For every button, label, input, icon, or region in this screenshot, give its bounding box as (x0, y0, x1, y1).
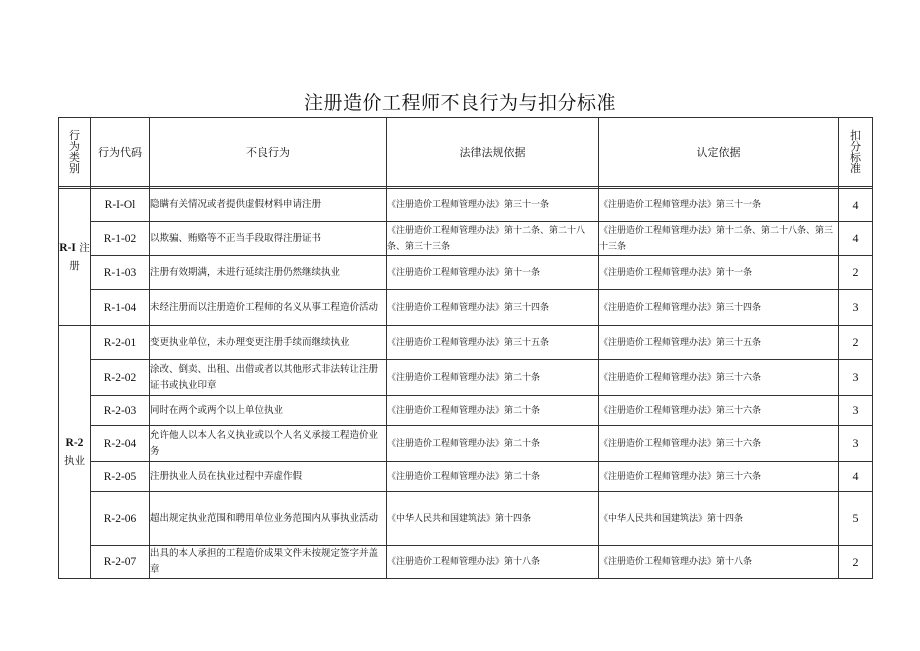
row-behavior: 变更执业单位，未办理变更注册手续而继续执业 (150, 326, 387, 360)
row-behavior: 注册执业人员在执业过程中弄虚作假 (150, 462, 387, 492)
row-basis: 《中华人民共和国建筑法》第十四条 (599, 492, 839, 546)
category-name-rest: 册 (69, 260, 80, 272)
table-row (59, 396, 873, 426)
row-basis: 《注册造价工程师管理办法》第三十一条 (599, 189, 839, 222)
row-basis: 《注册造价工程师管理办法》第十一条 (599, 256, 839, 290)
row-behavior: 注册有效期满，未进行延续注册仍然继续执业 (150, 256, 387, 290)
table-row (59, 189, 873, 222)
row-law: 《注册造价工程师管理办法》第十一条 (387, 256, 599, 290)
row-behavior: 出具的本人承担的工程造价成果文件未按规定签字并盖章 (150, 546, 387, 579)
page-title: 注册造价工程师不良行为与扣分标准 (303, 92, 616, 114)
category-name-inline: 注 (79, 242, 90, 254)
table-row (59, 492, 873, 546)
row-law: 《注册造价工程师管理办法》第三十四条 (387, 290, 599, 326)
table-row (59, 360, 873, 396)
row-law: 《注册造价工程师管理办法》第十二条、第二十八条、第三十三条 (387, 222, 599, 256)
row-points: 3 (839, 290, 873, 326)
category-code: R-2 (65, 437, 84, 449)
category-cell-registration (59, 189, 91, 326)
row-code: R-1-02 (91, 222, 150, 256)
row-behavior: 同时在两个或两个以上单位执业 (150, 396, 387, 426)
row-basis: 《注册造价工程师管理办法》第十二条、第二十八条、第三十三条 (599, 222, 839, 256)
row-law: 《注册造价工程师管理办法》第二十条 (387, 426, 599, 462)
row-basis: 《注册造价工程师管理办法》第十八条 (599, 546, 839, 579)
row-code: R-2-03 (91, 396, 150, 426)
table-row (59, 290, 873, 326)
row-behavior: 未经注册而以注册造价工程师的名义从事工程造价活动 (150, 290, 387, 326)
table-row (59, 256, 873, 290)
header-category: 行为类别 (59, 118, 91, 187)
row-points: 2 (839, 326, 873, 360)
row-law: 《注册造价工程师管理办法》第十八条 (387, 546, 599, 579)
table-row (59, 546, 873, 579)
row-law: 《注册造价工程师管理办法》第二十条 (387, 396, 599, 426)
row-code: R-1-03 (91, 256, 150, 290)
row-points: 4 (839, 462, 873, 492)
row-basis: 《注册造价工程师管理办法》第三十六条 (599, 426, 839, 462)
row-points: 5 (839, 492, 873, 546)
row-points: 3 (839, 396, 873, 426)
row-law: 《注册造价工程师管理办法》第三十五条 (387, 326, 599, 360)
row-basis: 《注册造价工程师管理办法》第三十六条 (599, 462, 839, 492)
row-points: 4 (839, 189, 873, 222)
row-basis: 《注册造价工程师管理办法》第三十五条 (599, 326, 839, 360)
row-behavior: 以欺骗、贿赂等不正当手段取得注册证书 (150, 222, 387, 256)
row-points: 2 (839, 546, 873, 579)
row-basis: 《注册造价工程师管理办法》第三十六条 (599, 360, 839, 396)
row-behavior: 超出规定执业范围和聘用单位业务范围内从事执业活动 (150, 492, 387, 546)
header-points: 扣分标准 (839, 118, 873, 187)
row-code: R-2-01 (91, 326, 150, 360)
row-code: R-2-05 (91, 462, 150, 492)
row-points: 2 (839, 256, 873, 290)
row-behavior: 涂改、倒卖、出租、出借或者以其他形式非法转让注册证书或执业印章 (150, 360, 387, 396)
header-basis: 认定依据 (599, 118, 839, 187)
table-row (59, 222, 873, 256)
table-row (59, 462, 873, 492)
header-law: 法律法规依据 (387, 118, 599, 187)
row-behavior: 隐瞒有关情况或者提供虚假材料申请注册 (150, 189, 387, 222)
row-basis: 《注册造价工程师管理办法》第三十四条 (599, 290, 839, 326)
category-code: R-I (59, 242, 76, 254)
row-code: R-2-02 (91, 360, 150, 396)
header-behavior: 不良行为 (150, 118, 387, 187)
header-row (59, 118, 873, 187)
category-cell-practice (59, 326, 91, 579)
row-law: 《中华人民共和国建筑法》第十四条 (387, 492, 599, 546)
penalty-table (58, 117, 873, 579)
category-name: 执业 (64, 455, 85, 467)
table-row (59, 426, 873, 462)
row-behavior: 允许他人以本人名义执业或以个人名义承接工程造价业务 (150, 426, 387, 462)
row-law: 《注册造价工程师管理办法》第三十一条 (387, 189, 599, 222)
row-code: R-2-04 (91, 426, 150, 462)
row-law: 《注册造价工程师管理办法》第二十条 (387, 462, 599, 492)
row-code: R-2-07 (91, 546, 150, 579)
table-row (59, 326, 873, 360)
row-points: 3 (839, 360, 873, 396)
row-law: 《注册造价工程师管理办法》第二十条 (387, 360, 599, 396)
row-code: R-1-04 (91, 290, 150, 326)
row-points: 4 (839, 222, 873, 256)
row-basis: 《注册造价工程师管理办法》第三十六条 (599, 396, 839, 426)
row-code: R-2-06 (91, 492, 150, 546)
row-points: 3 (839, 426, 873, 462)
row-code: R-I-Ol (91, 189, 150, 222)
header-code: 行为代码 (91, 118, 150, 187)
